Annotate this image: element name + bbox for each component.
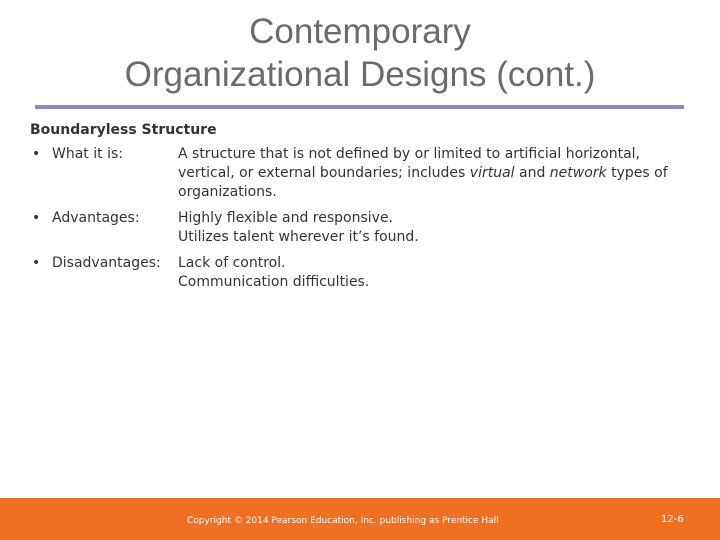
term-description [178, 254, 668, 292]
bullet-icon: • [32, 146, 41, 162]
description-text: and [514, 165, 550, 181]
description-line: Communication difficulties. [178, 274, 370, 290]
page-number: 12-6 [661, 514, 684, 525]
description-line: organizations. [178, 184, 277, 200]
section-heading: Boundaryless Structure [30, 122, 217, 138]
term-description [178, 209, 668, 247]
description-text: types of [606, 165, 668, 181]
description-line: Lack of control. [178, 255, 286, 271]
slide-title-line-2: Organizational Designs (cont.) [124, 55, 596, 94]
description-line: A structure that is not defined by or limited to artificial horizontal, [178, 146, 641, 162]
term-label: What it is: [52, 146, 123, 162]
list-item-advantages [30, 209, 690, 247]
slide-title [0, 10, 720, 96]
emphasis-network: network [549, 165, 607, 181]
bullet-icon: • [32, 210, 41, 226]
slide-content [30, 120, 690, 299]
description-text: vertical, or external boundaries; includes [178, 165, 470, 181]
term-description [178, 145, 668, 202]
slide-title-line-1: Contemporary [249, 12, 471, 51]
description-line [178, 164, 668, 183]
description-line: Highly flexible and responsive. [178, 210, 394, 226]
term-label: Disadvantages: [52, 255, 161, 271]
list-item-disadvantages [30, 254, 690, 292]
copyright-notice: Copyright © 2014 Pearson Education, Inc. publishing as Prentice Hall [187, 516, 499, 526]
term-label: Advantages: [52, 210, 140, 226]
title-divider [35, 105, 684, 109]
list-item-what-it-is [30, 145, 690, 202]
bullet-icon: • [32, 255, 41, 271]
emphasis-virtual: virtual [469, 165, 515, 181]
footer-bar [0, 498, 720, 540]
description-line: Utilizes talent wherever it’s found. [178, 229, 419, 245]
